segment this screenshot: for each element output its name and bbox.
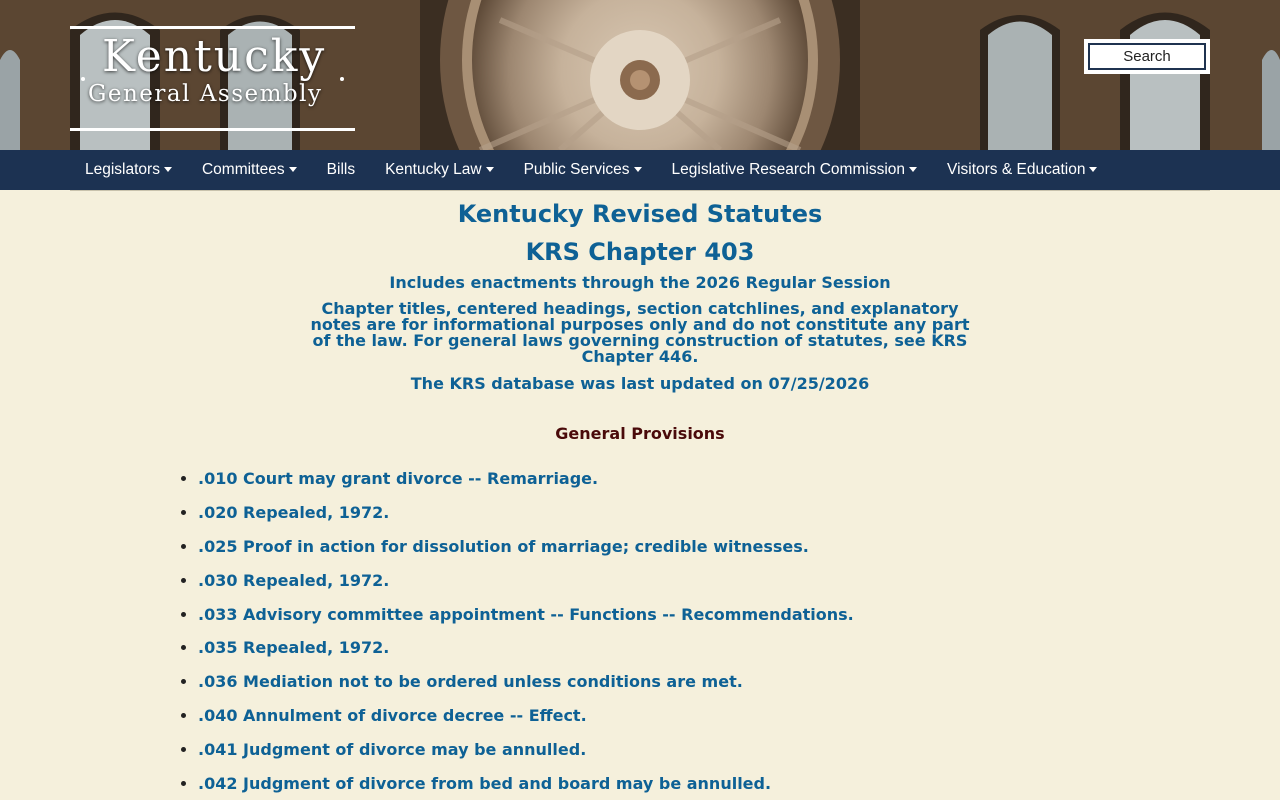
- disclaimer-text: Chapter titles, centered headings, section catchlines, and explanatory notes are for informational purposes only and do not constitute any part of the law. For general laws governing construction of statutes, see KRS Chapter 446.: [310, 299, 970, 366]
- caret-down-icon: [486, 167, 494, 172]
- nav-item-label: Legislative Research Commission: [671, 161, 906, 178]
- header-banner: [0, 0, 1280, 150]
- nav-item-label: Visitors & Education: [947, 161, 1086, 178]
- statute-link[interactable]: .033 Advisory committee appointment -- Functions -- Recommendations.: [198, 604, 854, 624]
- list-item: [198, 572, 1280, 590]
- last-updated-text: The KRS database was last updated on 07/25/2026: [410, 374, 870, 393]
- list-item: [198, 504, 1280, 522]
- list-item: [198, 741, 1280, 759]
- list-item: [198, 707, 1280, 725]
- nav-divider: [70, 190, 1210, 191]
- enactments-note: Includes enactments through the 2026 Regular Session: [389, 273, 891, 292]
- page-title: Kentucky Revised Statutes: [457, 200, 823, 228]
- nav-item-committees[interactable]: [187, 150, 312, 190]
- caret-down-icon: [909, 167, 917, 172]
- logo-subtitle: General Assembly: [88, 81, 323, 107]
- list-item: [198, 673, 1280, 691]
- nav-item-kentucky-law[interactable]: [370, 150, 509, 190]
- nav-item-label: Legislators: [85, 161, 160, 178]
- main-content: [0, 201, 1280, 793]
- nav-item-visitors-education[interactable]: [932, 150, 1112, 190]
- list-item: [198, 775, 1280, 793]
- caret-down-icon: [164, 167, 172, 172]
- chapter-title: KRS Chapter 403: [525, 238, 755, 266]
- statute-link[interactable]: .020 Repealed, 1972.: [198, 502, 390, 522]
- logo-dot: [340, 77, 344, 81]
- caret-down-icon: [289, 167, 297, 172]
- nav-item-lrc[interactable]: [657, 150, 932, 190]
- statute-link[interactable]: .010 Court may grant divorce -- Remarriage.: [198, 469, 599, 488]
- statute-link[interactable]: .025 Proof in action for dissolution of marriage; credible witnesses.: [198, 536, 809, 556]
- nav-item-label: Bills: [326, 161, 356, 178]
- statute-link[interactable]: .035 Repealed, 1972.: [198, 638, 390, 658]
- list-item: [198, 639, 1280, 657]
- list-item: [198, 470, 1280, 488]
- site-logo[interactable]: [70, 26, 355, 131]
- statute-link[interactable]: .042 Judgment of divorce from bed and board may be annulled.: [198, 774, 772, 794]
- section-heading: General Provisions: [555, 424, 725, 443]
- statute-link[interactable]: .040 Annulment of divorce decree -- Effect.: [198, 706, 587, 726]
- statute-link[interactable]: .030 Repealed, 1972.: [198, 570, 390, 590]
- logo-title: Kentucky: [102, 31, 327, 82]
- search-button-label: Search: [1088, 43, 1206, 70]
- nav-item-label: Committees: [201, 161, 285, 178]
- search-button[interactable]: [1084, 39, 1210, 74]
- statute-link[interactable]: .036 Mediation not to be ordered unless conditions are met.: [198, 672, 743, 692]
- statute-section-list: [0, 470, 1280, 793]
- caret-down-icon: [634, 167, 642, 172]
- nav-item-legislators[interactable]: [70, 150, 187, 190]
- list-item: [198, 538, 1280, 556]
- logo-dot: [81, 77, 85, 81]
- list-item: [198, 606, 1280, 624]
- nav-item-label: Kentucky Law: [385, 161, 482, 178]
- statute-link[interactable]: .041 Judgment of divorce may be annulled.: [198, 740, 587, 760]
- caret-down-icon: [1089, 167, 1097, 172]
- nav-item-bills[interactable]: [312, 150, 370, 190]
- nav-item-label: Public Services: [523, 161, 630, 178]
- main-nav: [0, 150, 1280, 190]
- nav-item-public-services[interactable]: [509, 150, 657, 190]
